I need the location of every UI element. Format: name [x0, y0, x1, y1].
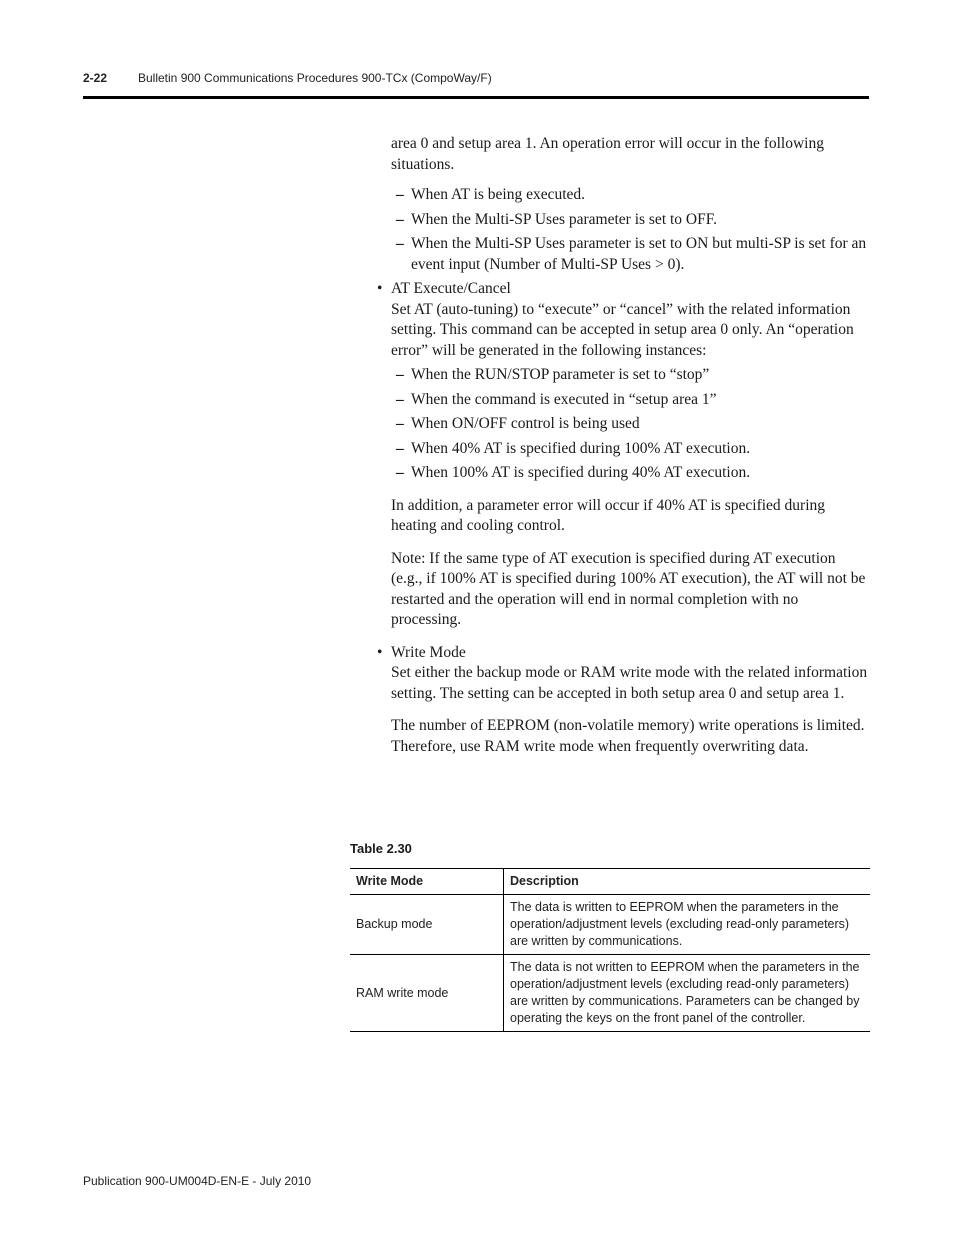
intro-item: – When AT is being executed. [396, 186, 586, 203]
table-cell-mode: Backup mode [350, 895, 504, 955]
header-rule [83, 96, 869, 99]
publication-footer: Publication 900-UM004D-EN-E - July 2010 [83, 1174, 312, 1188]
at-error-item: – When ON/OFF control is being used [396, 415, 640, 432]
at-execute-section [377, 279, 869, 361]
intro-item: – When the Multi-SP Uses parameter is set to ON but multi-SP is set for an event input (Number of Multi-SP Uses > 0). [396, 235, 867, 273]
write-mode-table [350, 868, 870, 1032]
table-label: Table 2.30 [350, 841, 412, 856]
table-cell-mode: RAM write mode [350, 955, 504, 1032]
at-addition-paragraph: In addition, a parameter error will occur if 40% AT is specified during heating and cooling control. [391, 496, 826, 534]
at-note-paragraph: Note: If the same type of AT execution is specified during AT execution (e.g., if 100% AT is specified during 100% AT execution), the AT will not be restarted and the operation will end in normal completion with no processing. [391, 549, 866, 628]
table-cell-description: The data is not written to EEPROM when the parameters in the operation/adjustment levels (excluding read-only parameters) are written by communications. Parameters can be changed by operating the keys on the front panel of the controller. [504, 955, 871, 1032]
at-execute-title: AT Execute/Cancel [391, 280, 511, 297]
page-number: 2-22 [83, 71, 108, 85]
at-error-item: – When the RUN/STOP parameter is set to “stop” [396, 366, 710, 383]
write-mode-description: Set either the backup mode or RAM write mode with the related information setting. The setting can be accepted in both setup area 0 and setup area 1. [391, 664, 868, 702]
at-error-item: – When the command is executed in “setup area 1” [396, 390, 717, 408]
column-header: Write Mode [350, 869, 504, 895]
bullet-marker: • [377, 280, 383, 297]
table-header-row [350, 869, 870, 895]
intro-item: – When the Multi-SP Uses parameter is set to OFF. [396, 210, 717, 228]
table-row [350, 955, 870, 1032]
eeprom-note-paragraph: The number of EEPROM (non-volatile memory) write operations is limited. Therefore, use RAM write mode when frequently overwriting data. [391, 717, 865, 755]
write-mode-title: Write Mode [391, 643, 466, 661]
body-text [377, 134, 869, 757]
table-cell-description: The data is written to EEPROM when the parameters in the operation/adjustment levels (excluding read-only parameters) are written by communications. [504, 895, 871, 955]
column-header: Description [504, 869, 871, 895]
at-error-item: – When 40% AT is specified during 100% AT execution. [396, 439, 751, 457]
table-row [350, 895, 870, 955]
at-execute-description: Set AT (auto-tuning) to “execute” or “cancel” with the related information setting. This command can be accepted in setup area 0 only. An “operation error” will be generated in the following instances: [391, 300, 854, 359]
intro-paragraph: area 0 and setup area 1. An operation error will occur in the following situations. [391, 135, 824, 173]
running-title: Bulletin 900 Communications Procedures 900-TCx (CompoWay/F) [138, 71, 492, 85]
bullet-marker: • [377, 643, 383, 661]
write-mode-section [377, 643, 869, 705]
at-error-item: – When 100% AT is specified during 40% AT execution. [396, 464, 751, 481]
